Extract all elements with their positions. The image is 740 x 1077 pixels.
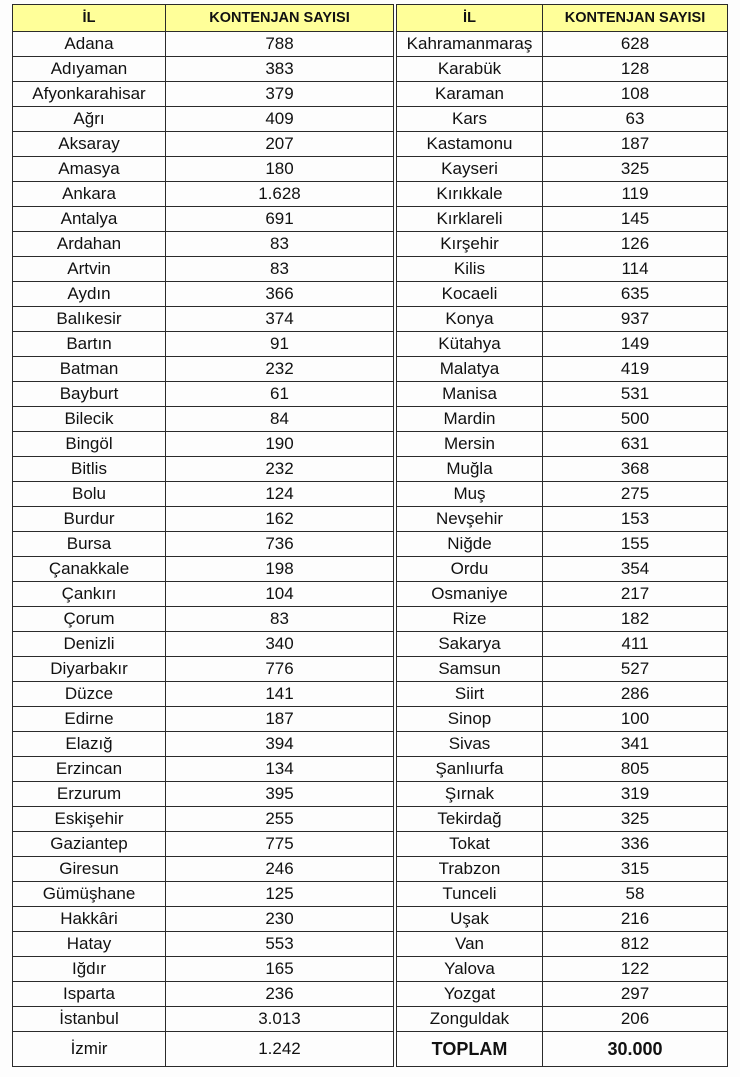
table-row	[13, 607, 728, 632]
kontenjan-right: 217	[543, 582, 728, 607]
kontenjan-right: 155	[543, 532, 728, 557]
il-name-left: Adıyaman	[13, 57, 166, 82]
il-name-right: Kütahya	[397, 332, 543, 357]
kontenjan-left: 232	[166, 357, 394, 382]
table-row	[13, 657, 728, 682]
kontenjan-right: 419	[543, 357, 728, 382]
kontenjan-left: 232	[166, 457, 394, 482]
il-name-right: Şırnak	[397, 782, 543, 807]
kontenjan-right: 368	[543, 457, 728, 482]
kontenjan-right: 187	[543, 132, 728, 157]
kontenjan-right: 182	[543, 607, 728, 632]
kontenjan-right: 108	[543, 82, 728, 107]
il-name-right: Şanlıurfa	[397, 757, 543, 782]
il-name-right: Karabük	[397, 57, 543, 82]
table-row	[13, 307, 728, 332]
kontenjan-left: 246	[166, 857, 394, 882]
kontenjan-left: 104	[166, 582, 394, 607]
il-name-right: Tokat	[397, 832, 543, 857]
il-name-left: Gümüşhane	[13, 882, 166, 907]
header-il-right: İL	[397, 5, 543, 32]
kontenjan-right: 631	[543, 432, 728, 457]
kontenjan-left: 1.242	[166, 1032, 394, 1067]
total-count: 30.000	[543, 1032, 728, 1067]
kontenjan-right: 336	[543, 832, 728, 857]
il-name-left: Aksaray	[13, 132, 166, 157]
il-name-left: Batman	[13, 357, 166, 382]
table-row	[13, 407, 728, 432]
il-name-left: Antalya	[13, 207, 166, 232]
kontenjan-left: 124	[166, 482, 394, 507]
il-name-left: Afyonkarahisar	[13, 82, 166, 107]
kontenjan-right: 812	[543, 932, 728, 957]
il-name-right: Uşak	[397, 907, 543, 932]
kontenjan-right: 206	[543, 1007, 728, 1032]
il-name-left: İstanbul	[13, 1007, 166, 1032]
kontenjan-left: 207	[166, 132, 394, 157]
kontenjan-right: 325	[543, 157, 728, 182]
table-row	[13, 982, 728, 1007]
table-row-last	[13, 1032, 728, 1067]
kontenjan-left: 409	[166, 107, 394, 132]
il-name-left: Çanakkale	[13, 557, 166, 582]
kontenjan-left: 383	[166, 57, 394, 82]
il-name-left: Eskişehir	[13, 807, 166, 832]
kontenjan-right: 527	[543, 657, 728, 682]
il-name-right: Kars	[397, 107, 543, 132]
kontenjan-right: 319	[543, 782, 728, 807]
kontenjan-left: 83	[166, 232, 394, 257]
kontenjan-left: 379	[166, 82, 394, 107]
table-row	[13, 432, 728, 457]
kontenjan-right: 63	[543, 107, 728, 132]
kontenjan-left: 230	[166, 907, 394, 932]
il-name-right: Trabzon	[397, 857, 543, 882]
il-name-right: Malatya	[397, 357, 543, 382]
table-row	[13, 957, 728, 982]
table-row	[13, 832, 728, 857]
il-name-right: Osmaniye	[397, 582, 543, 607]
il-name-right: Kahramanmaraş	[397, 32, 543, 57]
il-name-right: Kırşehir	[397, 232, 543, 257]
table-row	[13, 557, 728, 582]
il-name-left: Adana	[13, 32, 166, 57]
il-name-right: Sinop	[397, 707, 543, 732]
il-name-left: Bingöl	[13, 432, 166, 457]
kontenjan-right: 937	[543, 307, 728, 332]
il-name-left: Ardahan	[13, 232, 166, 257]
table-row	[13, 232, 728, 257]
table-row	[13, 907, 728, 932]
kontenjan-left: 187	[166, 707, 394, 732]
kontenjan-left: 125	[166, 882, 394, 907]
kontenjan-right: 531	[543, 382, 728, 407]
il-name-right: Manisa	[397, 382, 543, 407]
table-row	[13, 857, 728, 882]
kontenjan-right: 325	[543, 807, 728, 832]
quota-table	[12, 4, 728, 1067]
il-name-left: Bartın	[13, 332, 166, 357]
table-row	[13, 682, 728, 707]
kontenjan-left: 134	[166, 757, 394, 782]
kontenjan-left: 83	[166, 257, 394, 282]
kontenjan-right: 216	[543, 907, 728, 932]
il-name-left: Ağrı	[13, 107, 166, 132]
il-name-right: Zonguldak	[397, 1007, 543, 1032]
table-row	[13, 707, 728, 732]
table-row	[13, 882, 728, 907]
kontenjan-left: 340	[166, 632, 394, 657]
il-name-left: Balıkesir	[13, 307, 166, 332]
il-name-right: Rize	[397, 607, 543, 632]
kontenjan-right: 149	[543, 332, 728, 357]
kontenjan-right: 354	[543, 557, 728, 582]
table-row	[13, 132, 728, 157]
il-name-right: Muş	[397, 482, 543, 507]
il-name-left: Çorum	[13, 607, 166, 632]
table-row	[13, 32, 728, 57]
il-name-right: Konya	[397, 307, 543, 332]
il-name-right: Yozgat	[397, 982, 543, 1007]
kontenjan-left: 395	[166, 782, 394, 807]
kontenjan-right: 341	[543, 732, 728, 757]
table-row	[13, 357, 728, 382]
kontenjan-left: 61	[166, 382, 394, 407]
table-row	[13, 582, 728, 607]
il-name-left: Aydın	[13, 282, 166, 307]
kontenjan-left: 366	[166, 282, 394, 307]
kontenjan-right: 153	[543, 507, 728, 532]
il-name-left: Diyarbakır	[13, 657, 166, 682]
kontenjan-left: 162	[166, 507, 394, 532]
table-row	[13, 57, 728, 82]
kontenjan-right: 286	[543, 682, 728, 707]
kontenjan-left: 91	[166, 332, 394, 357]
table-row	[13, 932, 728, 957]
kontenjan-left: 776	[166, 657, 394, 682]
il-name-left: Edirne	[13, 707, 166, 732]
kontenjan-left: 736	[166, 532, 394, 557]
kontenjan-left: 775	[166, 832, 394, 857]
kontenjan-left: 83	[166, 607, 394, 632]
kontenjan-right: 297	[543, 982, 728, 1007]
table-row	[13, 757, 728, 782]
kontenjan-right: 114	[543, 257, 728, 282]
kontenjan-left: 374	[166, 307, 394, 332]
il-name-right: Mardin	[397, 407, 543, 432]
table-row	[13, 157, 728, 182]
table-row	[13, 482, 728, 507]
il-name-right: Sivas	[397, 732, 543, 757]
kontenjan-left: 236	[166, 982, 394, 1007]
kontenjan-right: 635	[543, 282, 728, 307]
il-name-right: Samsun	[397, 657, 543, 682]
il-name-left: Elazığ	[13, 732, 166, 757]
il-name-left: Iğdır	[13, 957, 166, 982]
kontenjan-right: 100	[543, 707, 728, 732]
table-row	[13, 782, 728, 807]
kontenjan-left: 84	[166, 407, 394, 432]
kontenjan-right: 628	[543, 32, 728, 57]
table-header	[13, 5, 728, 32]
il-name-right: Nevşehir	[397, 507, 543, 532]
il-name-left: Düzce	[13, 682, 166, 707]
il-name-left: Bilecik	[13, 407, 166, 432]
il-name-left: Hatay	[13, 932, 166, 957]
il-name-right: Tunceli	[397, 882, 543, 907]
il-name-right: Van	[397, 932, 543, 957]
il-name-right: Mersin	[397, 432, 543, 457]
table-row	[13, 332, 728, 357]
il-name-left: Isparta	[13, 982, 166, 1007]
kontenjan-left: 394	[166, 732, 394, 757]
il-name-left: Bitlis	[13, 457, 166, 482]
il-name-right: Karaman	[397, 82, 543, 107]
kontenjan-right: 411	[543, 632, 728, 657]
il-name-right: Kayseri	[397, 157, 543, 182]
il-name-left: Erzincan	[13, 757, 166, 782]
table-row	[13, 632, 728, 657]
il-name-left: Çankırı	[13, 582, 166, 607]
il-name-right: Kastamonu	[397, 132, 543, 157]
kontenjan-left: 190	[166, 432, 394, 457]
il-name-right: Kırıkkale	[397, 182, 543, 207]
il-name-left: Erzurum	[13, 782, 166, 807]
table-row	[13, 282, 728, 307]
il-name-left: Bayburt	[13, 382, 166, 407]
il-name-left: Ankara	[13, 182, 166, 207]
kontenjan-left: 1.628	[166, 182, 394, 207]
kontenjan-left: 255	[166, 807, 394, 832]
kontenjan-right: 805	[543, 757, 728, 782]
il-name-right: Ordu	[397, 557, 543, 582]
kontenjan-right: 122	[543, 957, 728, 982]
kontenjan-right: 500	[543, 407, 728, 432]
kontenjan-right: 145	[543, 207, 728, 232]
header-kontenjan-right: KONTENJAN SAYISI	[543, 5, 728, 32]
table-row	[13, 257, 728, 282]
header-kontenjan-left: KONTENJAN SAYISI	[166, 5, 394, 32]
il-name-left: İzmir	[13, 1032, 166, 1067]
kontenjan-right: 275	[543, 482, 728, 507]
il-name-right: Sakarya	[397, 632, 543, 657]
il-name-right: Niğde	[397, 532, 543, 557]
il-name-left: Hakkâri	[13, 907, 166, 932]
kontenjan-left: 3.013	[166, 1007, 394, 1032]
il-name-left: Denizli	[13, 632, 166, 657]
il-name-left: Bursa	[13, 532, 166, 557]
il-name-right: Kocaeli	[397, 282, 543, 307]
table-row	[13, 82, 728, 107]
il-name-right: Tekirdağ	[397, 807, 543, 832]
il-name-left: Amasya	[13, 157, 166, 182]
il-name-left: Gaziantep	[13, 832, 166, 857]
table-row	[13, 732, 728, 757]
il-name-right: Muğla	[397, 457, 543, 482]
table-row	[13, 807, 728, 832]
table-row	[13, 1007, 728, 1032]
kontenjan-right: 119	[543, 182, 728, 207]
kontenjan-right: 126	[543, 232, 728, 257]
kontenjan-left: 788	[166, 32, 394, 57]
kontenjan-left: 198	[166, 557, 394, 582]
il-name-left: Giresun	[13, 857, 166, 882]
il-name-left: Burdur	[13, 507, 166, 532]
il-name-left: Bolu	[13, 482, 166, 507]
kontenjan-left: 165	[166, 957, 394, 982]
table-row	[13, 182, 728, 207]
header-il-left: İL	[13, 5, 166, 32]
il-name-right: Kilis	[397, 257, 543, 282]
kontenjan-right: 128	[543, 57, 728, 82]
table-row	[13, 207, 728, 232]
kontenjan-left: 691	[166, 207, 394, 232]
il-name-right: Siirt	[397, 682, 543, 707]
kontenjan-right: 58	[543, 882, 728, 907]
table-row	[13, 532, 728, 557]
table-body	[13, 32, 728, 1067]
il-name-right: Kırklareli	[397, 207, 543, 232]
table-row	[13, 382, 728, 407]
table-row	[13, 457, 728, 482]
total-label: TOPLAM	[397, 1032, 543, 1067]
il-name-right: Yalova	[397, 957, 543, 982]
il-name-left: Artvin	[13, 257, 166, 282]
kontenjan-right: 315	[543, 857, 728, 882]
table-row	[13, 507, 728, 532]
kontenjan-left: 141	[166, 682, 394, 707]
kontenjan-left: 180	[166, 157, 394, 182]
header-row	[13, 5, 728, 32]
kontenjan-left: 553	[166, 932, 394, 957]
table-row	[13, 107, 728, 132]
